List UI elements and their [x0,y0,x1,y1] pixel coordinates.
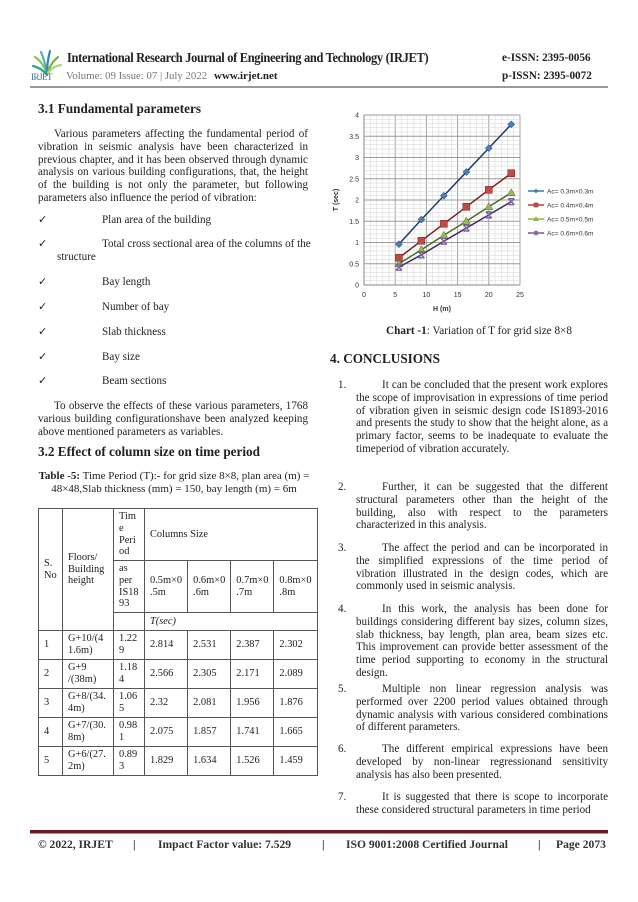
diamond-marker-icon [534,189,538,193]
footer-page-number: Page 2073 [556,838,606,851]
triangle-marker-icon [440,231,448,238]
series-line [399,193,511,264]
conclusion-item [338,603,608,680]
cell-floors: G+10/(4 1.6m) [63,631,114,660]
table-row [39,747,318,776]
checkmark-icon: ✓ [38,237,48,250]
checkmark-icon: ✓ [38,325,48,338]
conclusion-text: Further, it can be suggested that the different structural parameters other than the height of the building, also with respect to the parameters characterized in this analysis. [356,481,608,532]
series-line [399,173,511,258]
y-tick-label: 3 [355,155,359,162]
table-row [39,660,318,689]
cell-col1: 2.566 [145,660,188,689]
cell-col2: 2.531 [188,631,231,660]
header-columns-size: Columns Size [145,509,318,561]
section-3-1-closing: To observe the effects of these various parameters, 1768 various building configurationshave been analyzed keeping above mentioned parameters as variables. [38,400,308,438]
website-link[interactable]: www.irjet.net [214,70,278,82]
y-tick-label: 0 [355,282,359,290]
cell-floors: G+7/(30. 8m) [63,718,114,747]
cell-col3: 2.387 [231,631,274,660]
checklist-label: Number of bay [102,301,170,313]
footer-separator: | [538,838,541,851]
conclusion-number: 5. [338,683,347,695]
conclusion-number: 6. [338,743,347,755]
square-marker-icon [485,186,492,193]
cell-is1893: 0.98 1 [114,718,145,747]
y-tick-label: 0.5 [349,261,359,269]
cell-col3: 2.171 [231,660,274,689]
logo-text: IRJET [31,72,52,82]
y-tick-label: 1.5 [349,218,359,226]
conclusion-text: The affect the period and can be incorporated in the simplified expressions of the time period of vibration illustrated in the design codes, which are commonly used in seismic analysis. [356,542,608,593]
table-row [39,631,318,660]
cell-floors: G+6/(27. 2m) [63,747,114,776]
square-marker-icon [534,203,538,207]
conclusion-number: 2. [338,481,347,493]
y-tick-label: 1 [355,240,359,247]
checklist-label: Plan area of the building [102,214,212,226]
conclusion-item [338,791,608,817]
header-sno: S. No [39,509,63,631]
x-tick-label: 10 [422,292,431,299]
table-caption [38,470,310,496]
header-col-0-6m: 0.6m×0 .6m [188,561,231,613]
table-row [39,689,318,718]
e-issn: e-ISSN: 2395-0056 [502,52,591,64]
cell-col2: 2.305 [188,660,231,689]
conclusions-heading: 4. CONCLUSIONS [330,351,440,366]
checklist-label: Slab thickness [102,326,166,338]
conclusion-number: 7. [338,791,347,803]
x-tick-label: 20 [484,292,493,299]
conclusion-number: 1. [338,379,347,391]
y-tick-label: 2.5 [349,176,359,184]
chart-caption-label: Chart -1 [386,325,427,337]
y-tick-label: 3.5 [349,133,359,141]
conclusion-text: Multiple non linear regression analysis was performed over 2200 period values obtained through dynamic analysis with various considered combinations of different parameters. [356,683,608,734]
x-tick-label: 25 [516,292,524,299]
time-period-table [38,508,318,776]
x-marker-icon [441,238,447,244]
cell-col1: 2.814 [145,631,188,660]
conclusion-item [338,743,608,781]
square-marker-icon [463,203,470,210]
x-tick-label: 5 [393,292,398,299]
cell-is1893: 1.06 5 [114,689,145,718]
triangle-marker-icon [462,217,470,224]
header-is1893: as per IS18 93 [114,561,145,613]
journal-title: International Research Journal of Engineering and Technology (IRJET) [67,50,429,65]
y-tick-label: 2 [355,197,359,205]
series-line [399,124,511,244]
cell-col1: 2.075 [145,718,188,747]
conclusion-number: 4. [338,603,347,615]
time-period-line-chart [328,108,628,323]
cell-is1893: 0.89 3 [114,747,145,776]
legend-label: Ac= 0.5m×0.5m [547,216,594,224]
checkmark-icon: ✓ [38,374,48,387]
triangle-marker-icon [507,189,515,196]
cell-col4: 2.302 [274,631,317,660]
header-floors: Floors/ Building height [63,509,114,631]
triangle-marker-icon [485,203,493,210]
p-issn: p-ISSN: 2395-0072 [502,70,592,82]
checklist-label: Bay size [102,351,140,363]
square-marker-icon [440,220,447,227]
footer-copyright: © 2022, IRJET [38,838,113,851]
header-time-period: Tim e Peri od [114,509,145,561]
section-3-1-heading: 3.1 Fundamental parameters [38,101,201,116]
checkmark-icon: ✓ [38,275,48,288]
conclusion-item [338,542,608,593]
x-tick-label: 15 [453,292,462,299]
cell-sno: 4 [39,718,63,747]
conclusion-item [338,683,608,734]
legend-label: Ac= 0.6m×0.6m [547,230,594,238]
cell-col2: 1.634 [188,747,231,776]
conclusion-number: 3. [338,542,347,554]
checklist-label: Bay length [102,276,151,288]
footer-divider [30,830,608,834]
checklist-label: Beam sections [102,375,167,387]
checkmark-icon: ✓ [38,213,48,226]
footer-separator: | [322,838,325,851]
conclusion-text: It is suggested that there is scope to incorporate these considered structural parameters in time period [356,791,608,816]
legend-label: Ac= 0.3m×0.3m [547,188,594,196]
chart-caption-text: : Variation of T for grid size 8×8 [426,325,572,337]
header-divider [30,86,608,88]
cell-col1: 2.32 [145,689,188,718]
x-marker-icon [463,225,469,231]
conclusion-item [338,481,608,532]
square-marker-icon [508,170,515,177]
cell-col3: 1.956 [231,689,274,718]
square-marker-icon [418,237,425,244]
cell-sno: 1 [39,631,63,660]
header-unit: T(sec) [145,613,318,631]
footer-separator: | [133,838,136,851]
chart-caption [320,325,638,337]
cell-col4: 1.876 [274,689,317,718]
checklist-label: Total cross sectional area of the columns of the [102,238,311,250]
section-3-1-intro: Various parameters affecting the fundamental period of vibration in seismic analysis have been characterized in previous chapter, and it has been observed through dynamic analysis on various building configurations, that, the height of the building is not only the parameter, but following parameters also influence the period of vibration: [38,128,308,204]
cell-col3: 1.741 [231,718,274,747]
checkmark-icon: ✓ [38,350,48,363]
cell-col4: 1.459 [274,747,317,776]
cell-col2: 2.081 [188,689,231,718]
table-row [39,718,318,747]
legend-label: Ac= 0.4m×0.4m [547,202,594,210]
y-tick-label: 4 [355,112,359,120]
y-axis-title: T (sec) [333,188,340,212]
footer-impact-factor: Impact Factor value: 7.529 [158,838,292,851]
cell-col2: 1.857 [188,718,231,747]
header-col-0-8m: 0.8m×0 .8m [274,561,317,613]
table-caption-label: Table -5: [38,470,81,482]
table-caption-text: Time Period (T):- for grid size 8×8, plan area (m) = 48×48,Slab thickness (mm) = 150, bay length (m) = 6m [51,470,310,495]
cell-is1893: 1.18 4 [114,660,145,689]
conclusion-item [338,379,608,456]
conclusion-text: It can be concluded that the present work explores the scope of improvisation in expressions of time period of vibration given in seismic design code IS1893-2016 and presents the study to show that the height alone, as a primary factor, seems to be inadequate to evaluate the timeperiod of vibration accurately. [356,379,608,455]
checkmark-icon: ✓ [38,300,48,313]
cell-col4: 1.665 [274,718,317,747]
cell-sno: 2 [39,660,63,689]
cell-floors: G+9 /(38m) [63,660,114,689]
header-col-0-7m: 0.7m×0 .7m [231,561,274,613]
volume-issue: Volume: 09 Issue: 07 | July 2022 [66,70,208,82]
cell-col3: 1.526 [231,747,274,776]
checklist-label-continued: structure [57,251,96,263]
cell-floors: G+8/(34. 4m) [63,689,114,718]
x-axis-title: H (m) [433,306,451,313]
cell-is1893: 1.22 9 [114,631,145,660]
conclusion-text: In this work, the analysis has been done for buildings considering different bay sizes, column sizes, slab thickness, bay length, plan area, beam sizes etc. This improvement can provide better assessment of the time period supporting to economy in the structural design. [356,603,608,679]
section-3-2-heading: 3.2 Effect of column size on time period [38,444,260,459]
conclusion-text: The different empirical expressions have been developed by non-linear regressionand sensitivity analysis has also been presented. [356,743,608,781]
cell-col4: 2.089 [274,660,317,689]
cell-sno: 3 [39,689,63,718]
x-tick-label: 0 [362,292,366,299]
cell-col1: 1.829 [145,747,188,776]
header-empty [114,613,145,631]
footer-iso: ISO 9001:2008 Certified Journal [346,838,508,851]
series-line [399,202,511,267]
cell-sno: 5 [39,747,63,776]
header-col-0-5m: 0.5m×0 .5m [145,561,188,613]
